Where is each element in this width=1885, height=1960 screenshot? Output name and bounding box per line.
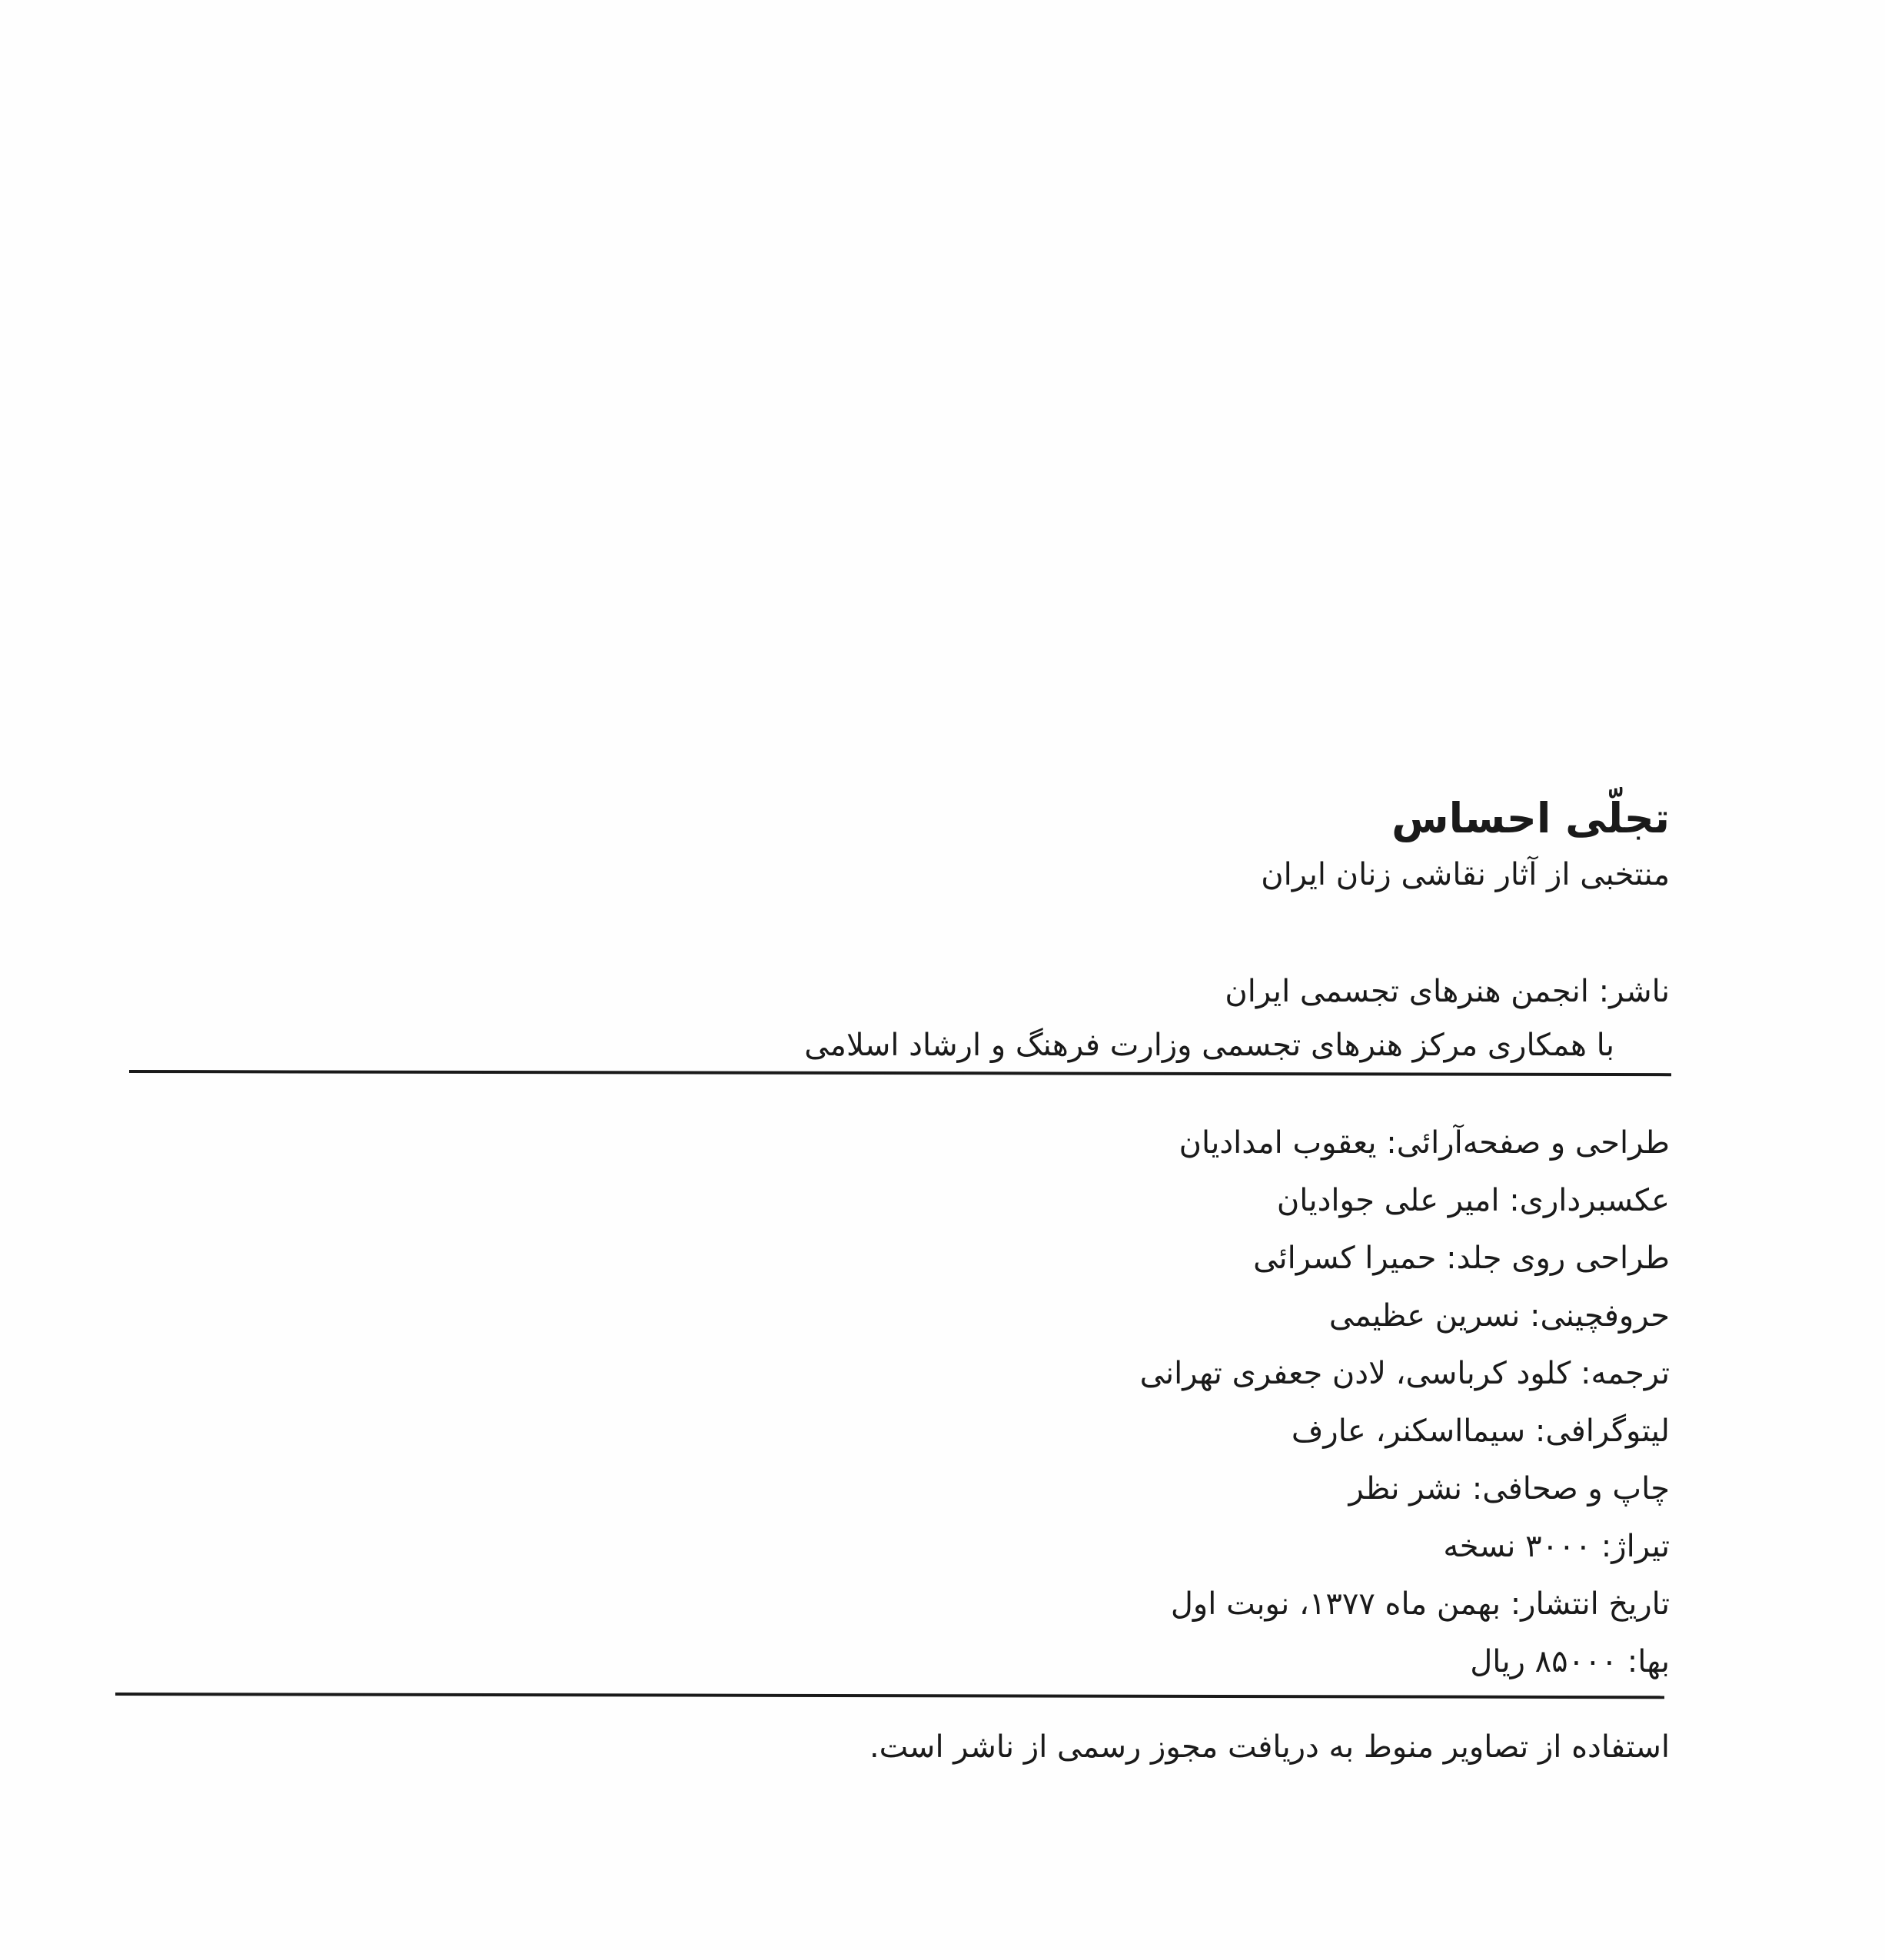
credits-list xyxy=(1140,1115,1670,1691)
credit-price: بها: ۸۵۰۰۰ ریال xyxy=(1470,1644,1670,1679)
credit-translation: ترجمه: کلود کرباسی، لادن جعفری تهرانی xyxy=(1139,1356,1670,1391)
divider-top xyxy=(129,1070,1671,1076)
credit-printing-binding: چاپ و صحافی: نشر نظر xyxy=(1348,1471,1670,1507)
copyright-notice: استفاده از تصاویر منوط به دریافت مجوز رسمی از ناشر است. xyxy=(869,1729,1670,1765)
divider-bottom xyxy=(115,1693,1664,1699)
book-title: تجلّی احساس xyxy=(1391,794,1670,842)
credit-publication-date: تاریخ انتشار: بهمن ماه ۱۳۷۷، نوبت اول xyxy=(1170,1586,1670,1622)
credit-print-run: تیراژ: ۳۰۰۰ نسخه xyxy=(1443,1529,1670,1564)
credit-typesetting: حروفچینی: نسرین عظیمی xyxy=(1328,1298,1670,1334)
credit-lithography: لیتوگرافی: سیمااسکنر، عارف xyxy=(1291,1414,1670,1449)
publisher-line: ناشر: انجمن هنرهای تجسمی ایران xyxy=(1225,974,1670,1009)
credit-cover-design: طراحی روی جلد: حمیرا کسرائی xyxy=(1253,1241,1670,1276)
credit-photography: عکسبرداری: امیر علی جوادیان xyxy=(1276,1183,1670,1218)
credit-design-layout: طراحی و صفحه‌آرائی: یعقوب امدادیان xyxy=(1179,1125,1670,1161)
book-subtitle: منتخبی از آثار نقاشی زنان ایران xyxy=(1261,857,1670,892)
cooperation-line: با همکاری مرکز هنرهای تجسمی وزارت فرهنگ و ارشاد اسلامی xyxy=(804,1028,1614,1063)
